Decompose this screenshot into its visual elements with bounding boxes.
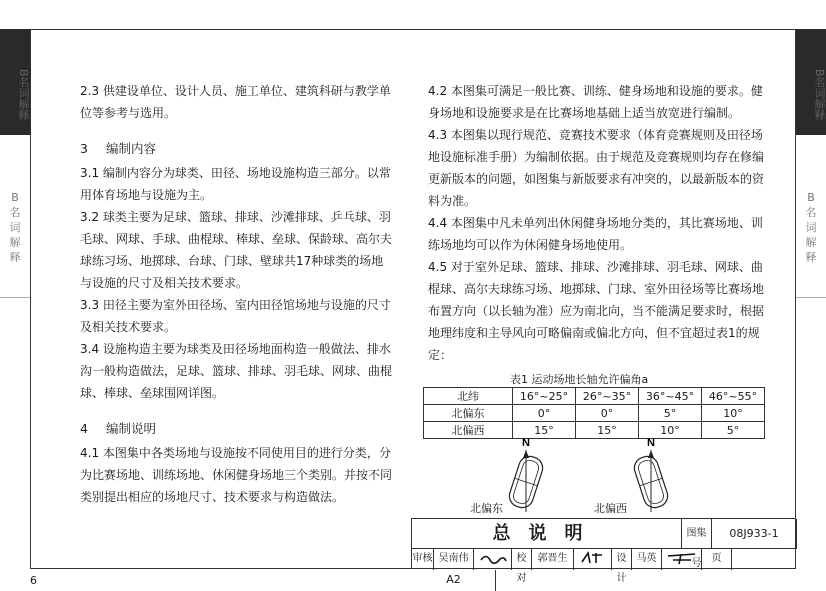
left-side-label: B 名 词 解 释: [9, 191, 21, 264]
table-cell: 0°: [513, 405, 576, 422]
north-label: N: [647, 437, 655, 449]
table-row: [424, 388, 765, 405]
para-4-3: 4.3 本图集以现行规范、竞赛技术要求（体育竞赛规则及田径场地设施标准手册）为编制依据。由于规范及竞赛规则均存在修编更新版本的问题，如图集与新版要求有冲突的，以最新版本的资料为准。: [428, 128, 765, 208]
drawing-title: 总说明: [412, 519, 682, 549]
table-cell: 10°: [639, 422, 702, 439]
section-4-heading: 编制说明: [106, 421, 157, 436]
north-east-caption: 北偏东: [470, 502, 503, 515]
para-3-3: 3.3 田径主要为室外田径场、室内田径馆场地与设施的尺寸及相关技术要求。: [80, 298, 391, 334]
designer-signature: [662, 549, 702, 570]
table-cell: 5°: [702, 422, 765, 439]
table-cell: 46°~55°: [702, 388, 765, 405]
table-cell: 15°: [513, 422, 576, 439]
title-block: [411, 518, 796, 586]
table-cell: 5°: [639, 405, 702, 422]
sheet-page: A2: [412, 570, 496, 591]
left-side-tab-text: B名词解释: [17, 69, 30, 121]
checker-name: 郭晋生: [532, 549, 574, 570]
reviewer-signature: [474, 549, 512, 570]
right-side-rule: [796, 297, 826, 298]
table-cell: 26°~35°: [576, 388, 639, 405]
atlas-no-label: 图集号: [682, 519, 712, 549]
north-west-caption: 北偏西: [594, 502, 627, 515]
table-cell: 0°: [576, 405, 639, 422]
atlas-no: 08J933-1: [712, 519, 797, 549]
table-cell: 36°~45°: [639, 388, 702, 405]
table-1-title: 表1 运动场地长轴允许偏角a: [510, 373, 649, 386]
table-cell: 10°: [702, 405, 765, 422]
review-label: 审核: [412, 549, 434, 570]
table-row: [424, 422, 765, 439]
right-side-tab-text: B名词解释: [813, 69, 826, 121]
para-3-1: 3.1 编制内容分为球类、田径、场地设施构造三部分。以常用体育场地与设施为主。: [80, 166, 391, 202]
section-3-number: 3: [80, 141, 88, 156]
table-cell: 16°~25°: [513, 388, 576, 405]
para-3-2: 3.2 球类主要为足球、篮球、排球、沙滩排球、乒乓球、羽毛球、网球、手球、曲棍球、棒球、垒球、保龄球、高尔夫球练习场、地掷球、台球、门球、壁球共17种球类的场地与设施的尺寸及相关技术要求。: [80, 210, 393, 290]
table-cell: 北偏西: [424, 422, 513, 439]
para-2-3: 2.3 供建设单位、设计人员、施工单位、建筑科研与教学单位等参考与选用。: [80, 84, 391, 120]
para-4-5: 4.5 对于室外足球、篮球、排球、沙滩排球、羽毛球、网球、曲棍球、高尔夫球练习场、地掷球、门球、室外田径场等比赛场地布置方向（以长轴为准）应为南北向，当不能满足要求时，根据地理纬度和主导风向可略偏南或偏北方向，但不宜超过表1的规定：: [428, 260, 765, 362]
north-west-diagram: [621, 436, 681, 516]
reviewer-name: 吴南伟: [434, 549, 474, 570]
north-label: N: [522, 437, 530, 449]
table-cell: 15°: [576, 422, 639, 439]
left-side-tab: [0, 29, 30, 135]
para-4-1: 4.1 本图集中各类场地与设施按不同使用目的进行分类，分为比赛场地、训练场地、休闲健身场地三个类别。并按不同类别提出相应的场地尺寸、技术要求与构造做法。: [80, 446, 393, 504]
design-label: 设计: [612, 549, 632, 570]
section-3-heading: 编制内容: [106, 141, 157, 156]
section-4-number: 4: [80, 421, 88, 436]
designer-name: 马英: [632, 549, 662, 570]
page-number: 6: [30, 574, 37, 587]
signature-row: [412, 549, 796, 586]
right-side-label: B 名 词 解 释: [805, 191, 817, 264]
table-cell: 北纬: [424, 388, 513, 405]
table-cell: 北偏东: [424, 405, 513, 422]
para-4-4: 4.4 本图集中凡未单列出休闲健身场地分类的，其比赛场地、训练场地均可以作为休闲健身场地使用。: [428, 216, 763, 252]
north-east-diagram: [496, 436, 556, 516]
section-4-title: [80, 418, 392, 440]
section-3-title: [80, 138, 392, 160]
check-label: 校对: [512, 549, 532, 570]
right-column: [428, 80, 770, 366]
left-column: [80, 80, 392, 508]
left-side-rule: [0, 297, 30, 298]
checker-signature: [574, 549, 612, 570]
para-3-4: 3.4 设施构造主要为球类及田径场地面构造一般做法、排水沟一般构造做法，足球、篮球、排球、羽毛球、网球、曲棍球、棒球、垒球围网详图。: [80, 342, 393, 400]
table-row: [424, 405, 765, 422]
table-1: [423, 387, 765, 439]
page-label: 页: [702, 549, 732, 570]
para-4-2: 4.2 本图集可满足一般比赛、训练、健身场地和设施的要求。健身场地和设施要求是在比赛场地基础上适当放宽进行编制。: [428, 84, 763, 120]
right-side-tab: [796, 29, 826, 135]
